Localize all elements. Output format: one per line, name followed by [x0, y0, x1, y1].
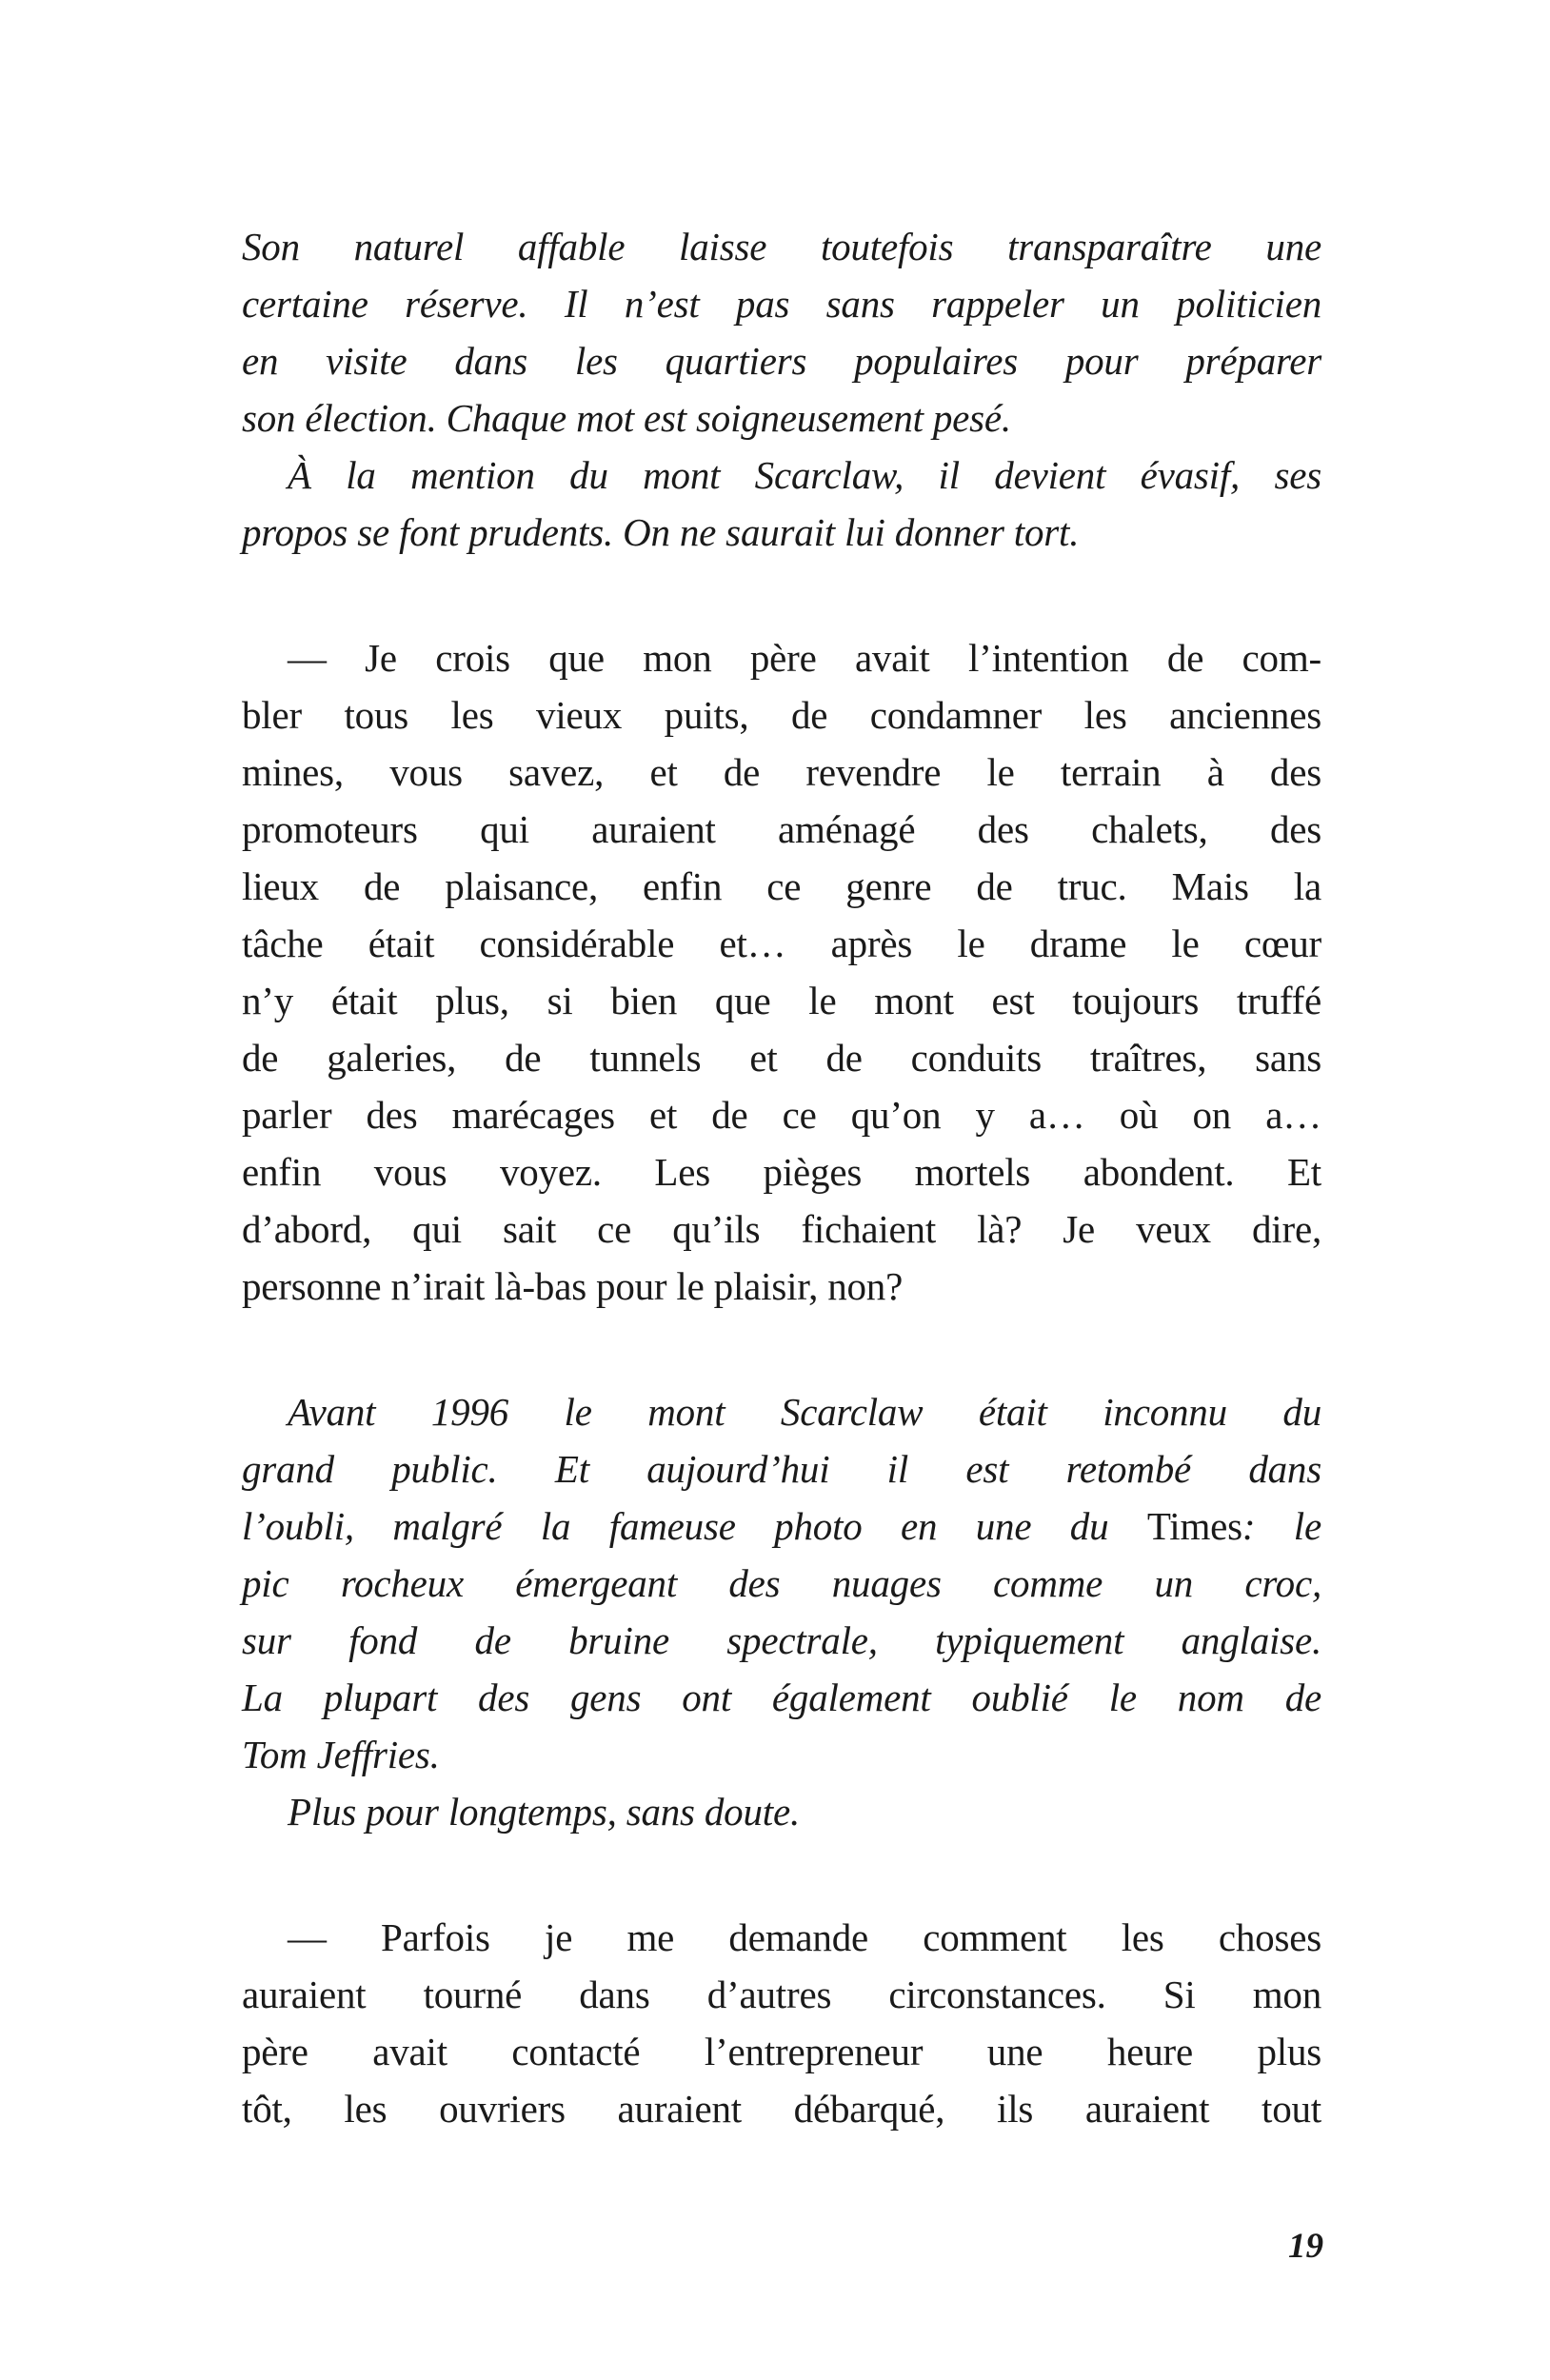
text-segment: l’oubli, malgré la fameuse photo en une du: [242, 1504, 1147, 1548]
text-line: n’y était plus, si bien que le mont est toujours truffé: [242, 979, 1321, 1022]
text-line: parler des marécages et de ce qu’on y a… où on a…: [242, 1093, 1321, 1137]
text-line: son élection. Chaque mot est soigneusement pesé.: [242, 396, 1011, 440]
text-line: enfin vous voyez. Les pièges mortels abondent. Et: [242, 1150, 1321, 1194]
text-line: — Parfois je me demande comment les choses: [288, 1915, 1321, 1959]
text-line: bler tous les vieux puits, de condamner les anciennes: [242, 693, 1321, 737]
text-line: personne n’irait là-bas pour le plaisir, non?: [242, 1264, 904, 1308]
text-line: sur fond de bruine spectrale, typiquement anglaise.: [242, 1618, 1321, 1662]
text-line: promoteurs qui auraient aménagé des chalets, des: [242, 807, 1321, 851]
text-line: père avait contacté l’entrepreneur une heure plus: [242, 2030, 1321, 2073]
text-column: [242, 218, 1321, 2137]
text-line: grand public. Et aujourd’hui il est retombé dans: [242, 1447, 1321, 1491]
text-line: Plus pour longtemps, sans doute.: [288, 1790, 800, 1834]
roman-emphasis-word: Times: [1146, 1504, 1242, 1548]
text-segment: : le: [1242, 1504, 1321, 1548]
text-line: auraient tourné dans d’autres circonstances. Si mon: [242, 1973, 1321, 2016]
text-line: lieux de plaisance, enfin ce genre de truc. Mais la: [242, 864, 1321, 908]
text-line: mines, vous savez, et de revendre le terrain à des: [242, 750, 1321, 794]
text-line: La plupart des gens ont également oublié le nom de: [242, 1676, 1321, 1719]
text-line: Son naturel affable laisse toutefois transparaître une: [242, 225, 1321, 268]
page-number: 19: [1288, 2227, 1323, 2266]
text-line: certaine réserve. Il n’est pas sans rappeler un politicien: [242, 282, 1321, 326]
dialogue-block-2: [242, 1909, 1321, 2137]
text-line: tôt, les ouvriers auraient débarqué, ils auraient tout: [242, 2087, 1321, 2131]
text-line: Avant 1996 le mont Scarclaw était inconnu du: [288, 1390, 1321, 1434]
text-line: propos se font prudents. On ne saurait lui donner tort.: [242, 510, 1080, 554]
text-line: [242, 1497, 1321, 1555]
text-line: À la mention du mont Scarclaw, il devient évasif, ses: [288, 453, 1321, 497]
text-line: de galeries, de tunnels et de conduits traîtres, sans: [242, 1036, 1321, 1080]
text-line: tâche était considérable et… après le drame le cœur: [242, 922, 1321, 965]
dialogue-block-1: [242, 629, 1321, 1315]
text-line: Tom Jeffries.: [242, 1733, 440, 1776]
text-line: en visite dans les quartiers populaires pour préparer: [242, 339, 1321, 383]
narration-block-1: [242, 218, 1321, 561]
text-line: d’abord, qui sait ce qu’ils fichaient là? Je veux dire,: [242, 1207, 1321, 1251]
text-line: — Je crois que mon père avait l’intention de com-: [288, 636, 1321, 680]
narration-block-2: [242, 1383, 1321, 1840]
text-line: pic rocheux émergeant des nuages comme un croc,: [242, 1561, 1321, 1605]
